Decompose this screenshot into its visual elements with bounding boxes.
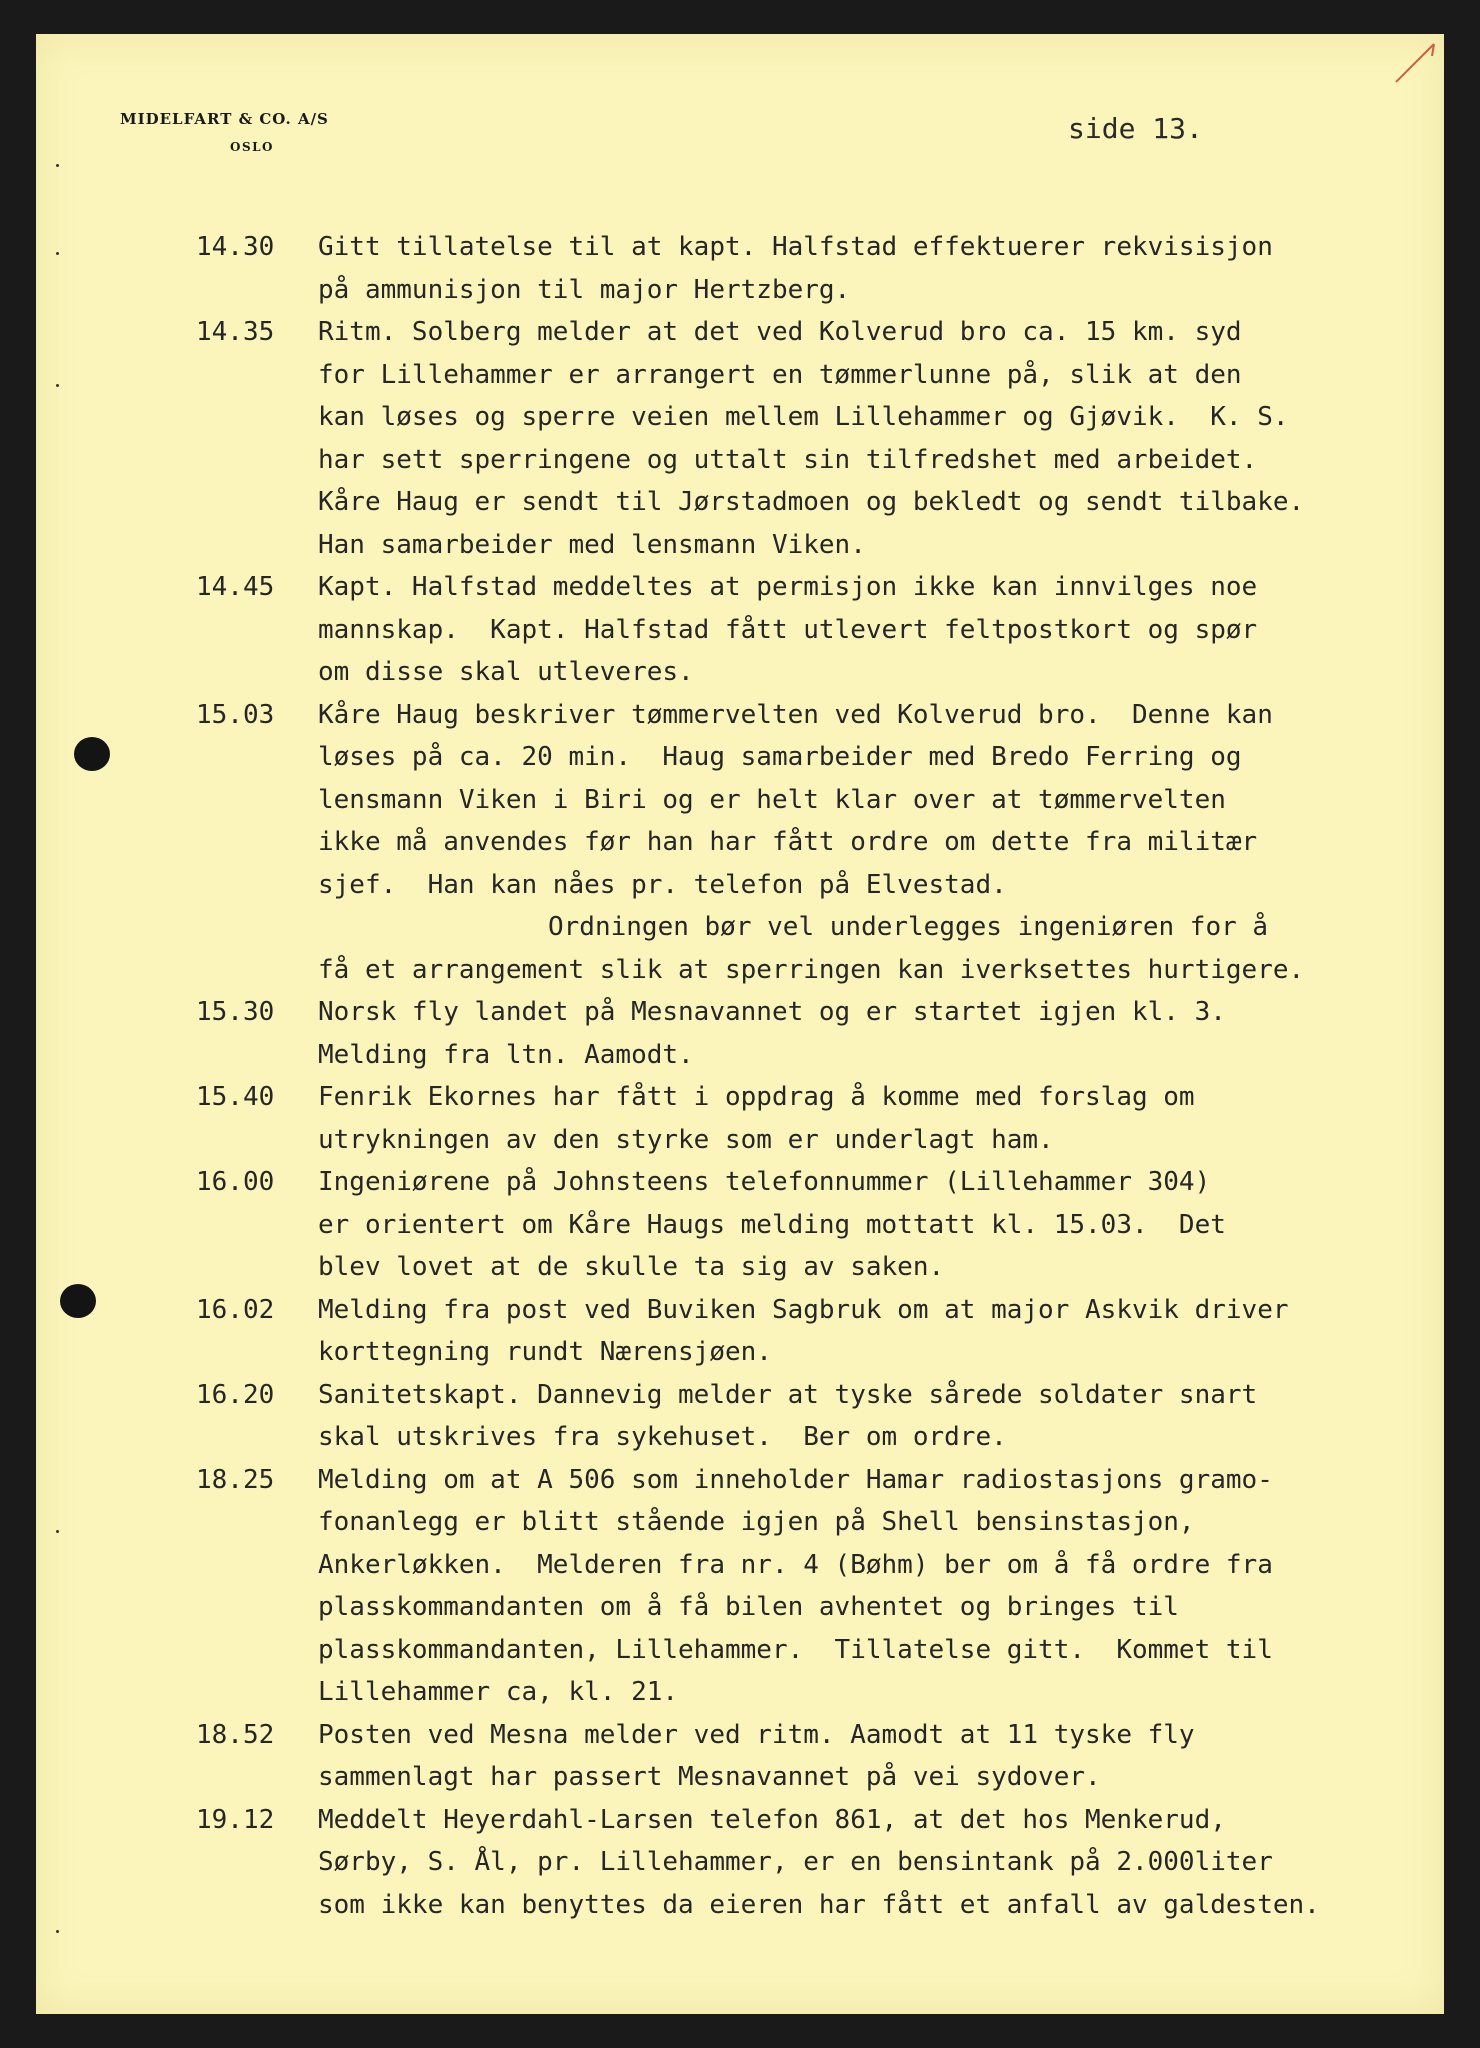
log-entry	[196, 1289, 1416, 1374]
log-entry	[196, 1799, 1416, 1927]
entry-time: 16.02	[196, 1294, 275, 1325]
punch-hole	[60, 1284, 96, 1318]
entry-time: 16.20	[196, 1379, 275, 1410]
entry-time: 14.35	[196, 317, 275, 347]
entry-time: 18.25	[196, 1464, 275, 1495]
entry-time: 16.00	[196, 1167, 275, 1197]
entry-line: Kåre Haug er sendt til Jørstadmoen og bekledt og sendt tilbake.	[318, 487, 1305, 517]
entry-text	[318, 1459, 1416, 1714]
company-city: OSLO	[230, 140, 275, 154]
entry-line: blev lovet at de skulle ta sig av saken.	[318, 1252, 945, 1282]
entry-text	[318, 1076, 1416, 1161]
entry-line: Ingeniørene på Johnsteens telefonnummer (Lillehammer 304)	[318, 1167, 1211, 1197]
entry-line: Ankerløkken. Melderen fra nr. 4 (Bøhm) ber om å få ordre fra	[318, 1549, 1273, 1580]
entry-line: Kåre Haug beskriver tømmervelten ved Kolverud bro. Denne kan	[318, 699, 1273, 730]
entry-line: Fenrik Ekornes har fått i oppdrag å komme med forslag om	[318, 1082, 1195, 1112]
entry-time	[196, 949, 318, 992]
log-entry	[196, 1714, 1416, 1799]
entry-line: kan løses og sperre veien mellem Lillehammer og Gjøvik. K. S.	[318, 402, 1289, 432]
entry-time: 15.40	[196, 1082, 275, 1112]
entry-text	[318, 991, 1416, 1076]
entry-text	[318, 1714, 1416, 1799]
entry-line: løses på ca. 20 min. Haug samarbeider med Bredo Ferring og	[318, 742, 1242, 772]
entry-line: sjef. Han kan nåes pr. telefon på Elvestad.	[318, 869, 1007, 900]
entry-line: mannskap. Kapt. Halfstad fått utlevert feltpostkort og spør	[318, 614, 1258, 645]
entry-time: 15.03	[196, 699, 275, 730]
entry-line: utrykningen av den styrke som er underlagt ham.	[318, 1124, 1054, 1155]
entry-line: Sanitetskapt. Dannevig melder at tyske sårede soldater snart	[318, 1379, 1258, 1410]
log-entry	[196, 949, 1416, 992]
log-entry	[196, 566, 1416, 694]
entry-line: for Lillehammer er arrangert en tømmerlunne på, slik at den	[318, 359, 1242, 390]
entry-line: Han samarbeider med lensmann Viken.	[318, 529, 866, 560]
entry-text	[318, 949, 1416, 992]
entry-line: Sørby, S. Ål, pr. Lillehammer, er en bensintank på 2.000liter	[318, 1847, 1273, 1877]
entry-line: ikke må anvendes før han har fått ordre om dette fra militær	[318, 827, 1258, 857]
log-entry	[196, 226, 1416, 311]
entry-line: Melding fra ltn. Aamodt.	[318, 1039, 694, 1070]
entry-text	[318, 906, 1416, 949]
log-entry	[196, 906, 1416, 949]
entry-line: som ikke kan benyttes da eieren har fått et anfall av galdesten.	[318, 1889, 1320, 1920]
company-name: MIDELFART & CO. A/S	[120, 110, 329, 128]
entry-time: 15.30	[196, 997, 275, 1027]
entry-line: lensmann Viken i Biri og er helt klar over at tømmervelten	[318, 784, 1226, 815]
entry-line: på ammunisjon til major Hertzberg.	[318, 274, 851, 305]
margin-dot	[56, 1930, 59, 1933]
entry-time: 14.45	[196, 572, 275, 602]
page-number: side 13.	[1068, 112, 1203, 145]
entry-line: korttegning rundt Nærensjøen.	[318, 1337, 772, 1367]
document-page	[36, 34, 1444, 2014]
entry-text	[318, 311, 1416, 566]
entry-line: plasskommandanten, Lillehammer. Tillatelse gitt. Kommet til	[318, 1634, 1273, 1665]
entry-line: er orientert om Kåre Haugs melding mottatt kl. 15.03. Det	[318, 1209, 1226, 1240]
entry-line: Norsk fly landet på Mesnavannet og er startet igjen kl. 3.	[318, 997, 1226, 1027]
entry-text	[318, 566, 1416, 694]
entry-line: Ritm. Solberg melder at det ved Kolverud bro ca. 15 km. syd	[318, 317, 1242, 347]
entry-line: om disse skal utleveres.	[318, 657, 694, 687]
entry-line: har sett sperringene og uttalt sin tilfredshet med arbeidet.	[318, 444, 1258, 475]
entry-line: Gitt tillatelse til at kapt. Halfstad effektuerer rekvisisjon	[318, 232, 1273, 262]
entry-line: plasskommandanten om å få bilen avhentet og bringes til	[318, 1592, 1179, 1622]
entry-line: Kapt. Halfstad meddeltes at permisjon ikke kan innvilges noe	[318, 572, 1258, 602]
log-entry	[196, 1374, 1416, 1459]
entry-line: Melding fra post ved Buviken Sagbruk om at major Askvik driver	[318, 1294, 1289, 1325]
margin-dot	[56, 164, 59, 167]
entry-line: Meddelt Heyerdahl-Larsen telefon 861, at det hos Menkerud,	[318, 1804, 1226, 1835]
entry-line: fonanlegg er blitt stående igjen på Shell bensinstasjon,	[318, 1507, 1195, 1537]
entry-line: få et arrangement slik at sperringen kan iverksettes hurtigere.	[318, 954, 1305, 985]
margin-dot	[56, 252, 59, 255]
entry-text	[318, 1289, 1416, 1374]
punch-hole	[74, 737, 110, 771]
log-entry	[196, 311, 1416, 566]
entry-line: sammenlagt har passert Mesnavannet på vei sydover.	[318, 1762, 1101, 1792]
letterhead	[120, 110, 329, 154]
entry-text	[318, 1161, 1416, 1289]
entry-line: Ordningen bør vel underlegges ingeniøren for å	[548, 912, 1269, 942]
entry-line: Melding om at A 506 som inneholder Hamar radiostasjons gramo-	[318, 1464, 1273, 1495]
entry-line: Lillehammer ca, kl. 21.	[318, 1677, 679, 1707]
log-entry	[196, 1161, 1416, 1289]
entry-text	[318, 1374, 1416, 1459]
log-entry	[196, 1459, 1416, 1714]
entry-text	[318, 226, 1416, 311]
log-entries	[196, 226, 1416, 1926]
entry-time: 18.52	[196, 1719, 275, 1750]
entry-time: 19.12	[196, 1804, 275, 1835]
margin-dot	[56, 384, 59, 387]
margin-dot	[56, 1530, 59, 1533]
log-entry	[196, 694, 1416, 907]
log-entry	[196, 1076, 1416, 1161]
entry-line: Posten ved Mesna melder ved ritm. Aamodt at 11 tyske fly	[318, 1719, 1195, 1750]
entry-text	[318, 694, 1416, 907]
red-corner-mark	[1374, 34, 1444, 94]
entry-text	[318, 1799, 1416, 1927]
entry-time	[196, 906, 318, 949]
log-entry	[196, 991, 1416, 1076]
entry-time: 14.30	[196, 232, 275, 262]
entry-line: skal utskrives fra sykehuset. Ber om ordre.	[318, 1422, 1007, 1452]
